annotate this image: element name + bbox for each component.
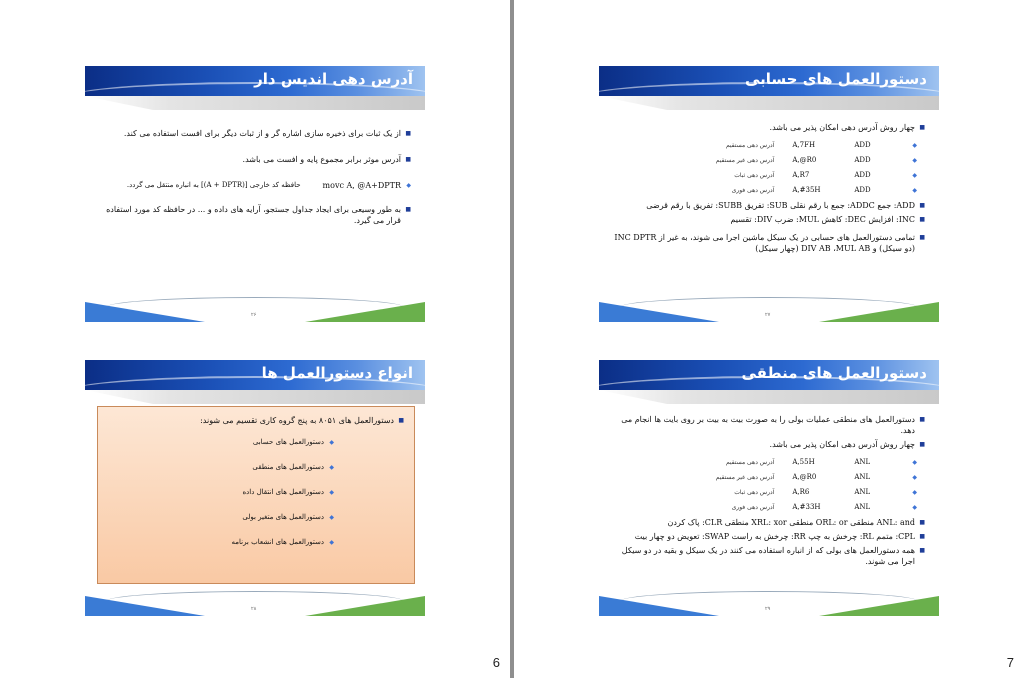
slide-title: انواع دستورالعمل ها [261,364,413,382]
code-row: آدرس دهی فوری A,#33H ANL ◆ [731,503,917,511]
list-item: ◆ دستورالعمل های انتقال داده [108,487,334,498]
bullet-text: ■ چهار روش آدرس دهی امکان پذیر می باشد. [613,122,925,133]
slide-number: ۲۹ [765,606,771,612]
example-code: ◆ movc A, @A+DPTR [322,181,401,190]
bullet-text: ■ دستورالعمل های ۸۰۵۱ به پنج گروه کاری تقسیم می شوند: [108,415,404,426]
slide-number: ۲۷ [765,312,771,318]
code-row: آدرس دهی ثبات A,R6 ANL ◆ [734,488,917,496]
code-row: آدرس دهی غیر مستقیم A,@R0 ANL ◆ [715,473,917,481]
slide-title: دستورالعمل های منطقی [741,364,927,382]
code-row: آدرس دهی مستقیم A,7FH ADD ◆ [725,141,917,149]
page-number: 6 [492,655,500,670]
slide-title-bar [85,360,425,390]
slide-arithmetic-instructions [599,62,939,322]
ops-line: ■ INC: افزایش DEC: کاهش MUL: ضرب DIV: تقسیم [613,214,925,225]
slide-indexed-addressing [85,62,425,322]
slide-title: دستورالعمل های حسابی [744,70,927,88]
bullet-text: ■ از یک ثبات برای ذخیره سازی اشاره گر و از ثبات دیگر برای افست استفاده می کند. [99,128,411,139]
list-item: ◆ دستورالعمل های متغیر بولی [108,512,334,523]
slide-title: آدرس دهی اندیس دار [254,70,413,88]
document-page-6 [0,0,510,678]
list-item: ◆ دستورالعمل های حسابی [108,437,334,448]
slide-footer [599,300,939,322]
highlight-box [97,406,415,584]
slide-title-bar [599,360,939,390]
code-row: آدرس دهی غیر مستقیم A,@R0 ADD ◆ [715,156,917,164]
bullet-text: ■ دستورالعمل های منطقی عملیات بولی را به صورت بیت به بیت بر روی بایت ها انجام می دهد. [613,414,925,436]
slide-number: ۲۸ [251,606,257,612]
bullet-text: ■ آدرس موثر برابر مجموع پایه و افست می باشد. [99,154,411,165]
code-row: آدرس دهی ثبات A,R7 ADD ◆ [734,171,917,179]
slide-number: ۲۶ [251,312,257,318]
slide-logic-instructions [599,356,939,616]
page-number: 7 [1006,655,1014,670]
slide-footer [85,300,425,322]
slide-instruction-types [85,356,425,616]
bullet-text: ■ چهار روش آدرس دهی امکان پذیر می باشد. [613,439,925,450]
bullet-text: ■ به طور وسیعی برای ایجاد جداول جستجو، آرایه های داده و ... در حافظه کد مورد استفاده قرار می گیرد. [99,204,411,226]
ops-line: ■ ADD: جمع ADDC: جمع با رقم نقلی SUB: تفریق SUBB: تفریق با رقم قرضی [613,200,925,211]
code-row: آدرس دهی فوری A,#35H ADD ◆ [731,186,917,194]
bullet-text: ■ همه دستورالعمل های بولی که از انباره استفاده می کنند در یک سیکل و بقیه در دو سیکل اجرا می شوند. [613,545,925,567]
ops-line: ■ CPL: متمم RL: چرخش به چپ RR: چرخش به راست SWAP: تعویض دو چهار بیت [613,531,925,542]
slide-title-bar [599,66,939,96]
example-desc: حافظه کد خارجی [(A + DPTR)] به انباره منتقل می گردد. [126,181,301,189]
bullet-text: ■ تمامی دستورالعمل های حسابی در یک سیکل ماشین اجرا می شوند، به غیر از INC DPTR (دو سیکل) و DIV AB ،MUL AB (چهار سیکل) [613,232,925,254]
ops-line: ■ ANL: and منطقی ORL: or منطقی XRL: xor منطقی CLR: پاک کردن [613,517,925,528]
slide-footer [599,594,939,616]
slide-title-bar [85,66,425,96]
document-page-7 [514,0,1024,678]
code-row: آدرس دهی مستقیم A,55H ANL ◆ [725,458,917,466]
slide-footer [85,594,425,616]
list-item: ◆ دستورالعمل های انشعاب برنامه [108,537,334,548]
example-row [99,180,411,191]
list-item: ◆ دستورالعمل های منطقی [108,462,334,473]
